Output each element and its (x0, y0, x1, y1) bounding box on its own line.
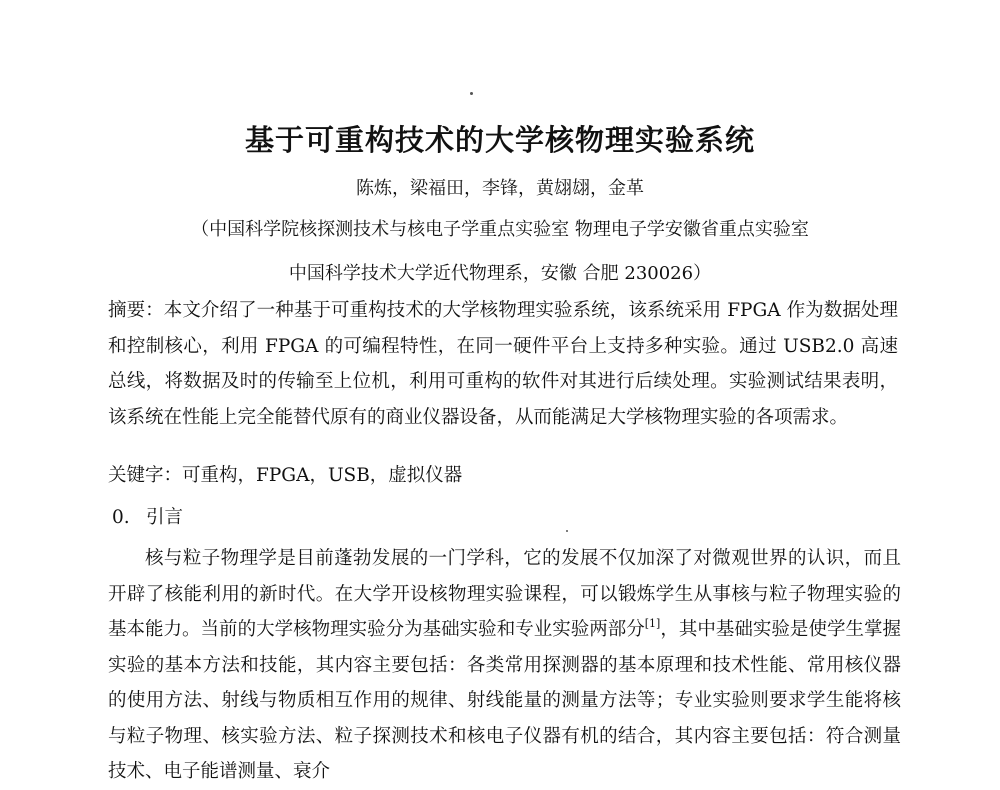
paper-title: 基于可重构技术的大学核物理实验系统 (244, 123, 755, 157)
scan-speck (470, 92, 473, 95)
section-title: 引言 (146, 507, 184, 528)
section-heading (112, 503, 183, 529)
scan-speck (566, 530, 568, 532)
intro-text-after-citation: ，其中基础实验是使学生掌握实验的基本方法和技能，其内容主要包括：各类常用探测器的基本原理和技术性能、常用核仪器的使用方法、射线与物质相互作用的规律、射线能量的测量方法等；专业实验则要求学生能将核与粒子物理、核实验方法、粒子探测技术和核电子仪器有机的结合，其内容主要包括：符合测量技术、电子能谱测量、衰介 (108, 619, 901, 782)
affiliation-line-1: （中国科学院核探测技术与核电子学重点实验室 物理电子学安徽省重点实验室 (191, 219, 809, 240)
authors: 陈炼，梁福田，李锋，黄翃翃，金革 (356, 178, 644, 199)
abstract (108, 293, 898, 435)
citation-ref: [1] (644, 617, 661, 630)
intro-paragraph (108, 541, 901, 790)
section-number: 0. (112, 507, 130, 528)
affiliation-line-2: 中国科学技术大学近代物理系，安徽 合肥 230026） (288, 263, 712, 284)
keywords (108, 458, 898, 494)
intro-text-before-citation: 核与粒子物理学是目前蓬勃发展的一门学科，它的发展不仅加深了对微观世界的认识，而且开辟了核能利用的新时代。在大学开设核物理实验课程，可以锻炼学生从事核与粒子物理实验的基本能力。当前的大学核物理实验分为基础实验和专业实验两部分 (108, 548, 901, 640)
abstract-text: 本文介绍了一种基于可重构技术的大学核物理实验系统，该系统采用 FPGA 作为数据处理和控制核心，利用 FPGA 的可编程特性，在同一硬件平台上支持多种实验。通过 USB2.0 高速总线，将数据及时的传输至上位机，利用可重构的软件对其进行后续处理。实验测试结果表明，该系统在性能上完全能替代原有的商业仪器设备，从而能满足大学核物理实验的各项需求。 (108, 300, 898, 428)
keywords-text: 可重构，FPGA，USB，虚拟仪器 (182, 465, 463, 486)
keywords-label: 关键字： (108, 465, 183, 486)
abstract-label: 摘要： (108, 300, 164, 321)
